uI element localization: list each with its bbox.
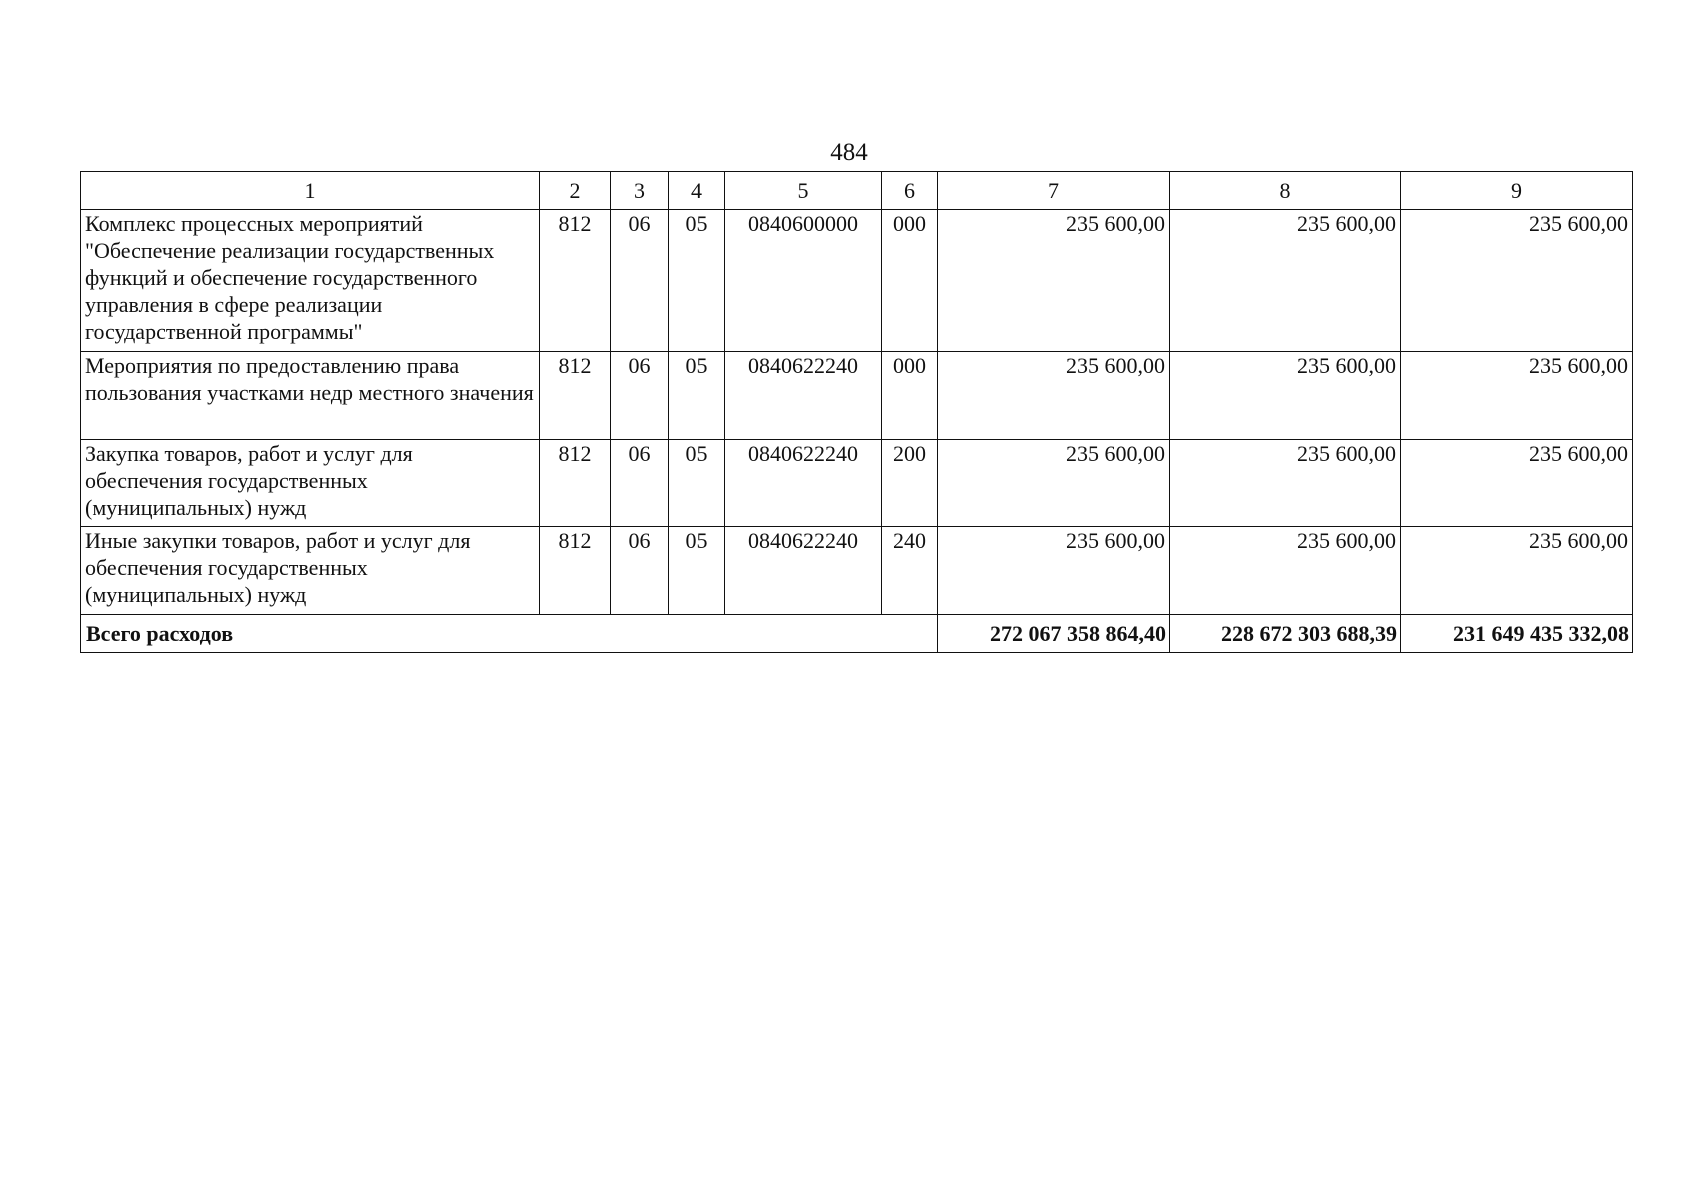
row-amount-7: 235 600,00 (938, 440, 1170, 527)
row-code-5: 0840622240 (725, 440, 882, 527)
row-code-3: 06 (611, 352, 669, 440)
row-amount-8: 235 600,00 (1170, 527, 1401, 615)
row-code-5: 0840622240 (725, 527, 882, 615)
row-code-5: 0840622240 (725, 352, 882, 440)
row-code-6: 240 (882, 527, 938, 615)
table-row (81, 440, 1633, 527)
column-header-9: 9 (1401, 172, 1633, 210)
row-code-4: 05 (669, 527, 725, 615)
row-amount-9: 235 600,00 (1401, 210, 1633, 352)
row-name: Мероприятия по предоставлению права пользования участками недр местного значения (81, 352, 540, 440)
total-amount-8: 228 672 303 688,39 (1170, 615, 1401, 653)
column-header-2: 2 (540, 172, 611, 210)
row-amount-9: 235 600,00 (1401, 440, 1633, 527)
column-header-4: 4 (669, 172, 725, 210)
row-code-2: 812 (540, 352, 611, 440)
total-amount-9: 231 649 435 332,08 (1401, 615, 1633, 653)
row-amount-7: 235 600,00 (938, 210, 1170, 352)
row-code-4: 05 (669, 210, 725, 352)
table-row (81, 527, 1633, 615)
row-name: Комплекс процессных мероприятий "Обеспечение реализации государственных функций и обеспечение государственного управления в сфере реализации государственной программы" (81, 210, 540, 352)
total-amount-7: 272 067 358 864,40 (938, 615, 1170, 653)
total-row (81, 615, 1633, 653)
row-code-4: 05 (669, 352, 725, 440)
row-code-6: 200 (882, 440, 938, 527)
column-header-6: 6 (882, 172, 938, 210)
total-label: Всего расходов (81, 615, 938, 653)
row-amount-9: 235 600,00 (1401, 527, 1633, 615)
row-amount-8: 235 600,00 (1170, 352, 1401, 440)
row-code-6: 000 (882, 352, 938, 440)
row-code-2: 812 (540, 210, 611, 352)
table-row (81, 352, 1633, 440)
row-code-2: 812 (540, 527, 611, 615)
row-amount-7: 235 600,00 (938, 527, 1170, 615)
page-number: 484 (830, 139, 868, 166)
row-code-6: 000 (882, 210, 938, 352)
budget-table (80, 171, 1633, 653)
row-code-3: 06 (611, 440, 669, 527)
row-code-3: 06 (611, 527, 669, 615)
row-amount-9: 235 600,00 (1401, 352, 1633, 440)
row-amount-8: 235 600,00 (1170, 210, 1401, 352)
row-name: Закупка товаров, работ и услуг для обеспечения государственных (муниципальных) нужд (81, 440, 540, 527)
row-code-2: 812 (540, 440, 611, 527)
column-header-5: 5 (725, 172, 882, 210)
row-name: Иные закупки товаров, работ и услуг для обеспечения государственных (муниципальных) нужд (81, 527, 540, 615)
column-header-7: 7 (938, 172, 1170, 210)
row-code-4: 05 (669, 440, 725, 527)
table-row (81, 210, 1633, 352)
column-header-1: 1 (81, 172, 540, 210)
header-row (81, 172, 1633, 210)
column-header-3: 3 (611, 172, 669, 210)
row-amount-8: 235 600,00 (1170, 440, 1401, 527)
row-amount-7: 235 600,00 (938, 352, 1170, 440)
column-header-8: 8 (1170, 172, 1401, 210)
row-code-5: 0840600000 (725, 210, 882, 352)
row-code-3: 06 (611, 210, 669, 352)
